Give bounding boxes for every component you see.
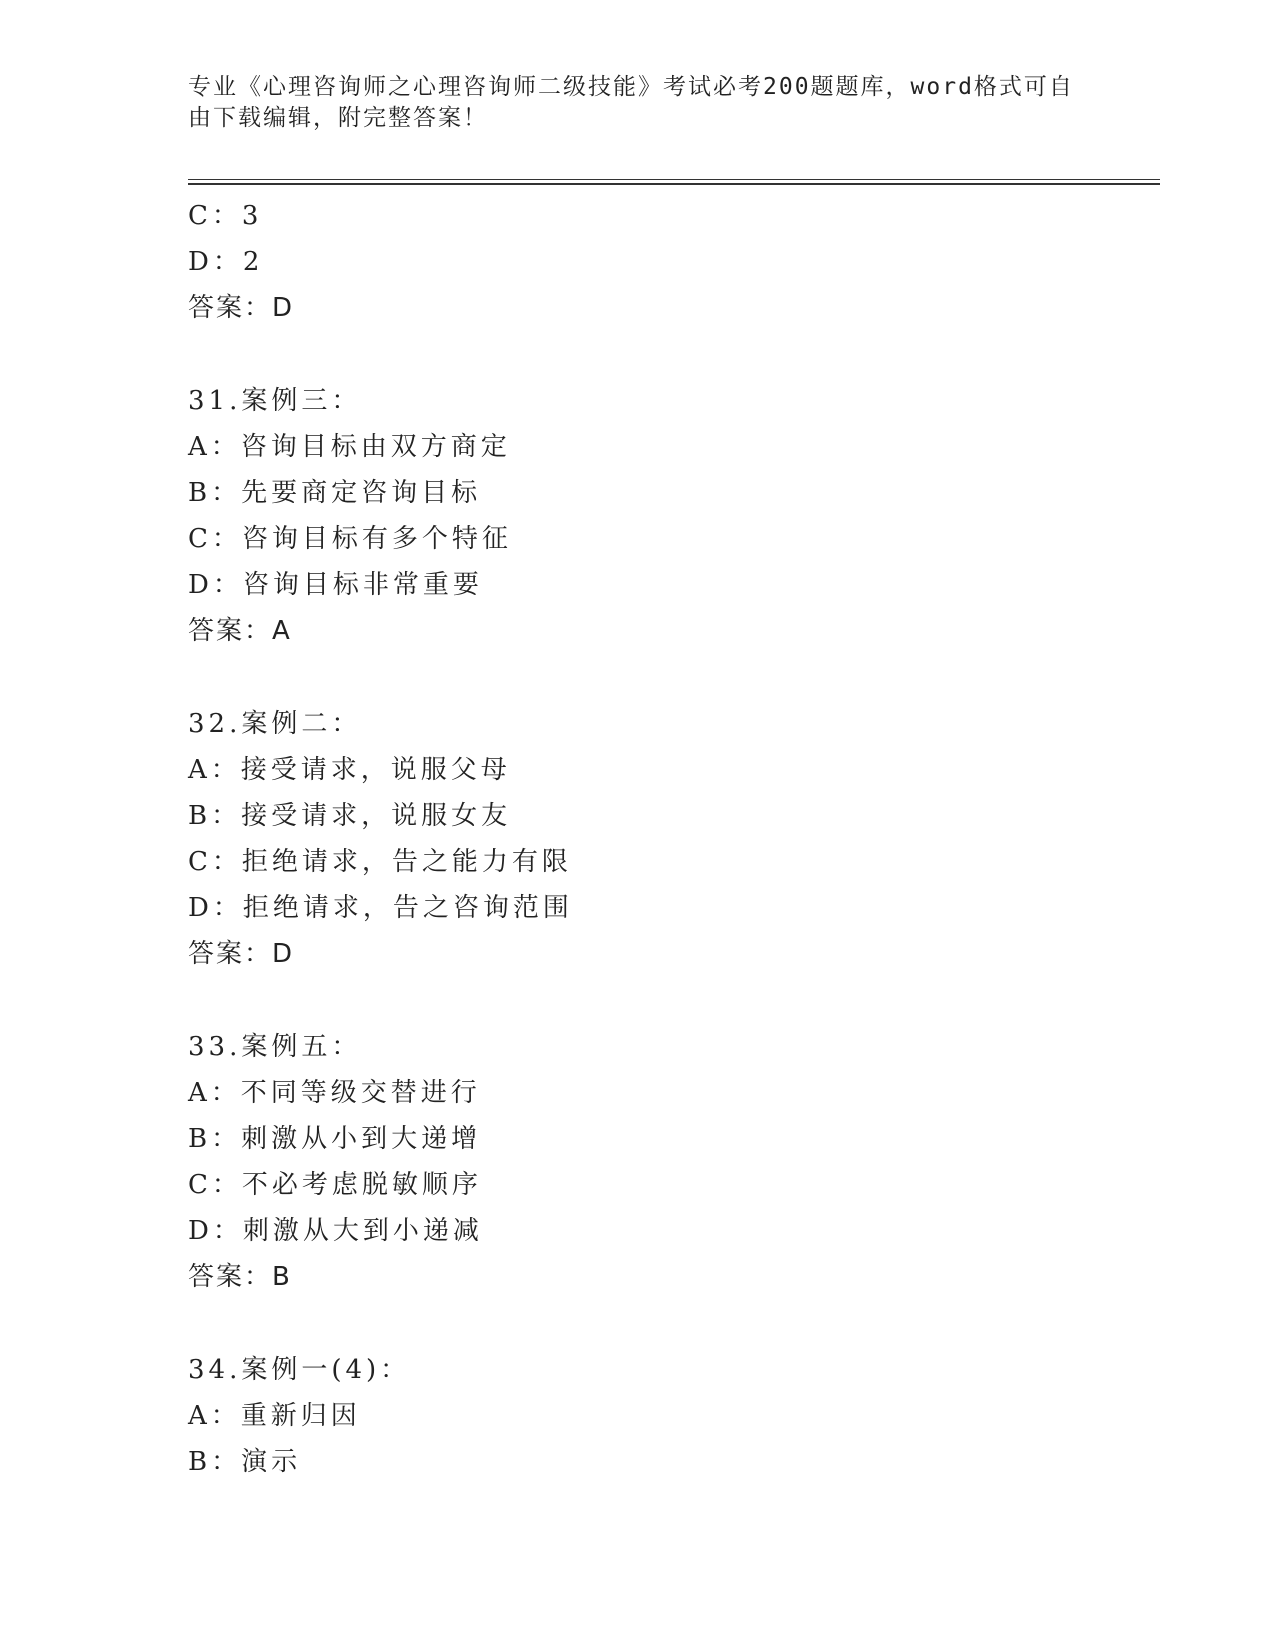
option-a: A：接受请求，说服父母 [188,755,511,785]
answer-line: 答案：D [188,293,295,323]
answer-line: 答案：D [188,939,295,969]
option-d: D：2 [188,247,264,277]
option-c: C：不必考虑脱敏顺序 [188,1170,482,1200]
option-c: C：拒绝请求，告之能力有限 [188,847,572,877]
option-c: C：3 [188,201,263,231]
option-d: D：拒绝请求，告之咨询范围 [188,893,573,923]
spacer [188,1300,1148,1347]
option-a: A：不同等级交替进行 [188,1078,481,1108]
spacer [188,331,1148,378]
option-b: B：先要商定咨询目标 [188,478,482,508]
option-b: B：刺激从小到大递增 [188,1124,482,1154]
question-block-30 [188,193,1148,331]
option-a: A：重新归因 [188,1401,361,1431]
question-block-31 [188,378,1148,654]
header-line-2: 由下载编辑，附完整答案！ [188,105,488,131]
header-divider-thin [188,179,1160,180]
question-block-34 [188,1347,1148,1485]
document-header [188,72,1088,134]
option-b: B：演示 [188,1447,302,1477]
header-line-1: 专业《心理咨询师之心理咨询师二级技能》考试必考200题题库，word格式可自 [188,74,1074,100]
question-list [188,193,1148,1485]
option-a: A：咨询目标由双方商定 [188,432,511,462]
spacer [188,654,1148,701]
question-block-33 [188,1024,1148,1300]
question-title: 34.案例一(4)： [188,1355,411,1385]
option-b: B：接受请求，说服女友 [188,801,512,831]
option-d: D：咨询目标非常重要 [188,570,483,600]
option-c: C：咨询目标有多个特征 [188,524,512,554]
question-title: 33.案例五： [188,1032,362,1062]
question-title: 32.案例二： [188,709,362,739]
option-d: D：刺激从大到小递减 [188,1216,483,1246]
question-title: 31.案例三： [188,386,362,416]
answer-line: 答案：B [188,1262,292,1292]
question-block-32 [188,701,1148,977]
spacer [188,977,1148,1024]
header-divider-thick [188,183,1160,185]
answer-line: 答案：A [188,616,292,646]
